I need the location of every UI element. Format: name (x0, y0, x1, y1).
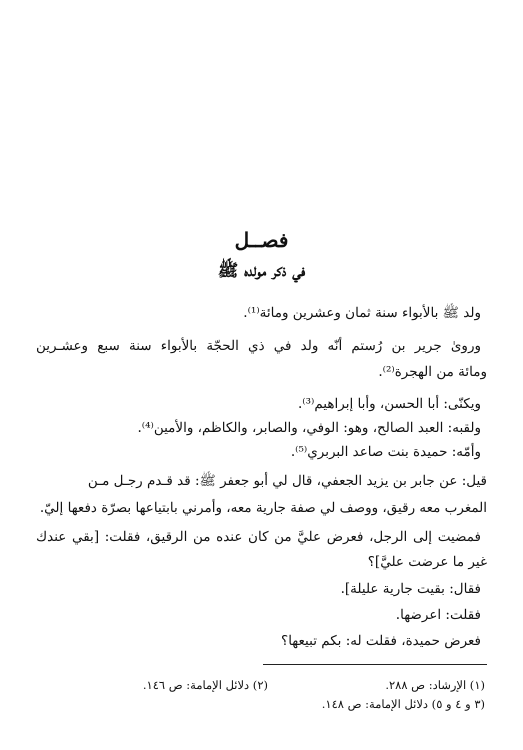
body-line: فعرض حميدة، فقلت له: بكم تبيعها؟ (281, 633, 481, 649)
body-line: ورویٰ جرير بن رُستم أنّه ولد في ذي الحجّة بالأبواء سنة سبع وعشـرين (36, 338, 481, 354)
body-line: ولد ﷺ بالأبواء سنة ثمان وعشرين ومائة⁽¹⁾. (243, 305, 481, 321)
footnote-3: (٣ و ٤ و ٥) دلائل الإمامة: ص ١٤٨. (321, 697, 485, 711)
footnote-divider (263, 664, 487, 665)
body-line: ويكنّى: أبا الحسن، وأبا إبراهيم⁽³⁾. (297, 396, 481, 412)
body-line: غير ما عرضت عليَّ]؟ (367, 554, 487, 570)
body-line: قيل: عن جابر بن يزيد الجعفي، قال لي أبو جعفر ﷺ: قد قـدم رجـل مـن (87, 473, 487, 489)
body-line: فمضيت إلى الرجل، فعرض عليَّ من كان عنده من الرقيق، فقلت: [بقي عندك (36, 529, 481, 545)
footnote-2: (٢) دلائل الإمامة: ص ١٤٦. (142, 678, 268, 692)
body-line: ومائة من الهجرة⁽²⁾. (378, 364, 487, 380)
body-line: المغرب معه رقيق، ووصف لي صفة جارية معه، وأمرني بابتياعها بصرّة دفعها إليّ. (39, 500, 487, 516)
body-line: فقال: بقيت جارية عليلة]. (340, 581, 481, 597)
body-line: فقلت: اعرضها. (395, 607, 481, 623)
body-line: ولقبه: العبد الصالح، وهو: الوفي، والصابر، والكاظم، والأمين⁽⁴⁾. (137, 420, 481, 436)
footnote-1: (١) الإرشاد: ص ٢٨٨. (385, 678, 485, 692)
section-subtitle: في ذكر مولده ﷺ (217, 261, 306, 281)
section-title: فصــل (234, 228, 289, 252)
body-line: وأمّه: حميدة بنت صاعد البربري⁽⁵⁾. (290, 444, 481, 460)
